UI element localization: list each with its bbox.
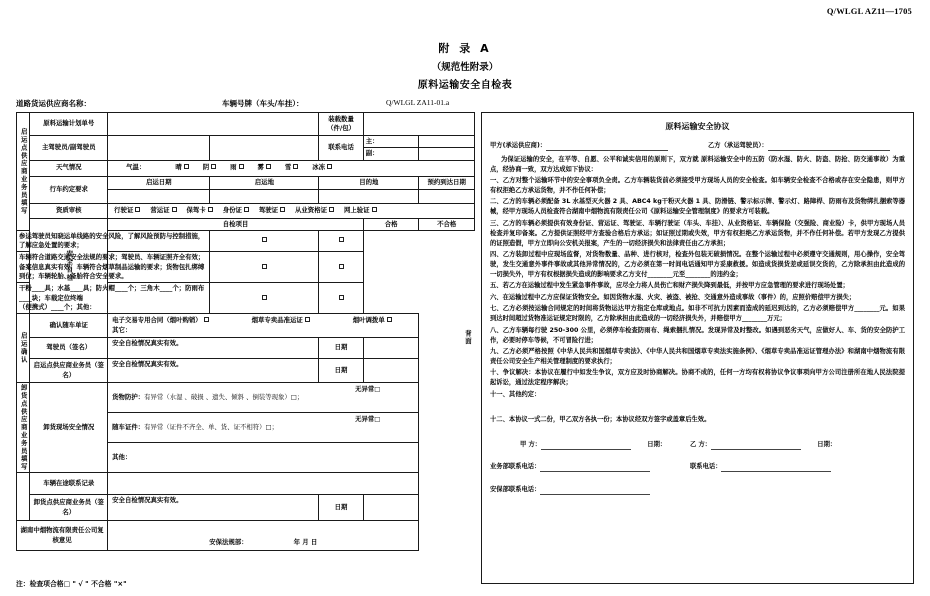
contact-phone-field[interactable] — [690, 462, 831, 472]
checkbox-item3-pass[interactable] — [262, 295, 267, 300]
party-b-sign-label: 乙 方： — [690, 441, 712, 449]
plan-no-value[interactable] — [108, 113, 319, 136]
agreement-preamble: 为保证运输的安全，在平等、自愿、公平和诚实信用的原则下，双方就 原料运输安全中的五防（防水湿、防火、防盗、防抢、防交通事故）为重点，经协商一致，双方达成如下协议： — [490, 155, 905, 173]
qual-vehicle-license[interactable]: 行驶证 — [114, 206, 141, 214]
agreement-phone-row — [490, 462, 905, 475]
origin-agent-date-value[interactable] — [363, 359, 419, 383]
check-item-2: 车辆符合道路交通安全法规的要求；驾驶员、车辆证照齐全有效；备案信息真实有效；车辆符合烟草制品运输的要求；货物包扎绑缚到位；车辆轮胎、备胎符合安全要求。 — [17, 252, 210, 283]
party-a-sign-input[interactable] — [541, 443, 631, 450]
self-check-header: 自检项目 — [108, 218, 364, 230]
agreement-title: 原料运输安全协议 — [665, 122, 730, 131]
table-row — [17, 176, 475, 189]
vehicle-docs-label: 随车证件： — [112, 422, 145, 431]
table-row — [17, 218, 475, 230]
checkbox-ice[interactable] — [327, 164, 332, 169]
origin-agent-statement: 安全自检情况真实有效。 — [108, 359, 319, 383]
qualification-label: 资质审核 — [30, 203, 108, 218]
unload-agent-date-value[interactable] — [363, 495, 419, 521]
agreement-clause-11: 十一、其他约定： — [490, 390, 541, 398]
standard-number: Q/WLGL AZ11—1705 — [826, 6, 912, 16]
weather-ice[interactable]: 冰冻 — [312, 163, 333, 171]
agreement-clause-10: 十、争议解决：本协议在履行中如发生争议，双方应及时协商解决。协商不成的，任何一方均有权将协议争议事项向甲方公司注册所在地人民法院提起诉讼，通过法定程序解决； — [490, 369, 905, 387]
doc-other-label: 其它： — [112, 325, 132, 334]
checkbox-vehicle-license[interactable] — [135, 207, 140, 212]
pass-header: 合格 — [363, 218, 419, 230]
plan-no-label: 原料运输计划单号 — [30, 113, 108, 136]
qual-professional-cert[interactable]: 从业资格证 — [295, 206, 335, 214]
depart-place-header: 启运地 — [210, 176, 319, 189]
party-b-sign-input[interactable] — [711, 443, 801, 450]
vertical-label-safety-self-check: 安全自检 — [30, 218, 108, 314]
unload-other-label[interactable]: 其他： — [108, 443, 419, 473]
business-dept-phone-label: 业务部联系电话： — [490, 463, 541, 471]
item3-fail[interactable] — [319, 283, 363, 314]
review-ymd: 年 月 日 — [293, 537, 318, 546]
load-qty-label: 装载数量（件/包） — [319, 113, 363, 136]
table-row — [17, 495, 475, 521]
driver-sign-label: 驾驶员（签名） — [30, 338, 108, 359]
destination-header: 目的地 — [319, 176, 419, 189]
vehicle-docs-text[interactable]: 有异常（证件不齐全、单、货、证不相符）□； — [144, 422, 278, 431]
form-number: Q/WLGL ZA11-01.a — [386, 98, 450, 107]
check-item-1: 参运驾驶员知晓运单线路的安全风险，了解风险预防与控制措施，了解应急处置的要求； — [17, 230, 210, 252]
contact-phone-label: 联系电话 — [319, 136, 363, 161]
title-block — [0, 40, 930, 91]
agreement-clause-5: 五、若乙方在运输过程中发生紧急事件事故，应尽全力将人员伤亡和财产损失降到最低，并按甲方应急管理的要求进行现场处置； — [490, 282, 849, 290]
cargo-no-abnormal[interactable]: 无异常□ — [355, 385, 381, 394]
table-row — [17, 359, 475, 383]
party-a-signature[interactable] — [520, 440, 666, 450]
table-row — [17, 314, 475, 338]
checkbox-snow[interactable] — [293, 164, 298, 169]
vertical-label-unload-filler: 卸货点供应商业务员填写 — [17, 383, 30, 473]
party-b-date-label: 日期： — [817, 441, 837, 449]
driver-date-value[interactable] — [363, 338, 419, 359]
item2-fail[interactable] — [319, 252, 363, 283]
contact-sub-value[interactable] — [419, 148, 475, 160]
table-row — [17, 136, 475, 148]
main-driver-value[interactable] — [108, 136, 210, 161]
driver-date-label: 日期 — [319, 338, 363, 359]
table-row — [17, 160, 475, 176]
load-qty-value[interactable] — [363, 113, 474, 136]
checkbox-driver-license[interactable] — [280, 207, 285, 212]
origin-agent-date-label: 日期 — [319, 359, 363, 383]
contact-phone-label: 联系电话： — [690, 463, 722, 471]
depart-date-value[interactable] — [108, 189, 210, 203]
checkbox-item2-pass[interactable] — [262, 264, 267, 269]
checkbox-doc-dispatch[interactable] — [387, 317, 392, 322]
vehicle-plate-label: 车辆号牌（车头/车挂）： — [222, 99, 304, 108]
supplier-name-label: 道路货运供应商名称： — [16, 99, 91, 108]
agreement-parties — [490, 141, 905, 152]
safety-self-check-form — [16, 112, 475, 551]
party-a-date-label: 日期： — [647, 441, 667, 449]
security-dept-phone[interactable] — [490, 485, 905, 495]
party-a-sign-label: 甲 方： — [520, 441, 542, 449]
weather-rain[interactable]: 雨 — [230, 163, 244, 171]
form-note: 注：检查项合格□ " √ " 不合格 "×" — [16, 580, 127, 588]
title-main: 原料运输安全自检表 — [417, 80, 513, 91]
checkbox-rain[interactable] — [239, 164, 244, 169]
check-item-3-line1: 干粉____具；水基____具；防火帽____个；三角木____个；防雨布____块；车载定位终端 — [19, 284, 205, 302]
other-terms-blank[interactable] — [490, 401, 905, 415]
party-b-label: 乙方（承运驾驶员）： — [708, 141, 768, 149]
page-title: 附 录 A — [438, 42, 492, 55]
qual-online-verify[interactable]: 网上验证 — [344, 206, 378, 214]
table-row — [17, 203, 475, 218]
security-dept-phone-input[interactable] — [540, 488, 650, 495]
agreement-clause-6: 六、在运输过程中乙方应保证货物安全。如因货物水湿、火灾、被盗、被抢、交通意外造成事故（事件）的，应照价赔偿甲方损失； — [490, 293, 856, 301]
qual-id-card[interactable]: 身份证 — [223, 206, 250, 214]
confirm-docs-options[interactable] — [108, 314, 419, 338]
party-b-signature[interactable] — [690, 440, 836, 450]
vertical-label-unload-filler-2 — [17, 473, 30, 521]
doc-options-line[interactable] — [112, 316, 416, 325]
cargo-protect-label: 货物防护： — [112, 392, 145, 401]
table-row — [17, 230, 475, 252]
checkbox-fog[interactable] — [266, 164, 271, 169]
doc-contract[interactable]: 电子交易专用合同（烟叶购销） — [112, 316, 209, 324]
co-driver-value[interactable] — [210, 136, 319, 161]
cargo-protection-row[interactable] — [108, 383, 419, 413]
depart-place-value[interactable] — [210, 189, 319, 203]
agreement-clause-12: 十二、本协议一式二份，甲乙双方各执一份；本协议经双方签字或盖章后生效。 — [490, 416, 711, 424]
unload-agent-statement: 安全自检情况真实有效。 — [108, 495, 319, 521]
table-row — [17, 338, 475, 359]
temperature-label: 气温： — [126, 163, 146, 172]
weather-options[interactable] — [108, 160, 475, 176]
confirm-docs-label: 确认随车单证 — [30, 314, 108, 338]
doc-dispatch[interactable]: 烟叶调拨单 — [353, 316, 393, 324]
agreement-clause-4: 四、乙方装卸过程中应现场监督，对货物数量、品种、进行核对，检查外包装无破损情况。在整个运输过程中必须遵守交通规则，用心操作，安全驾驶，发生交通意外事件事故或其他异常情况的，乙方必须在第一时间电话通知甲方妥康救援。如造成货损货差或延误交货的，乙方除承担由此造成的一切损失外，甲方有权根据损失造成的影响要求乙方支付________元至________的违约金； — [490, 251, 905, 278]
agreement-clause-3: 三、乙方的车辆必须提供有效身份证、营运证、驾驶证、车辆行驶证（车头、车挂）、从业资格证、车辆保险（交强险、商业险）卡，供甲方现场人员检查并复印备案。乙方提供证照经甲方查验合格后方承运；如证照过期或失效，甲方有权拒绝乙方承运货物，并不作任何补偿。若甲方发现乙方提供的证照造假，甲方立即向公安机关报案，产生的一切经济损失和法律责任由乙方承担； — [490, 219, 905, 247]
party-b-input[interactable] — [768, 144, 890, 151]
party-a-label: 甲方(承运供应商)： — [490, 141, 547, 149]
checkbox-escort-card[interactable] — [208, 207, 213, 212]
item2-pass[interactable] — [210, 252, 319, 283]
transit-record-value[interactable] — [108, 473, 419, 495]
security-dept-phone-label: 安保部联系电话： — [490, 486, 541, 494]
vehicle-docs-row[interactable] — [108, 413, 419, 443]
unload-agent-sign-label: 卸货点供应商业务员（签名） — [30, 495, 108, 521]
backside-marker: 背面 — [464, 330, 472, 345]
agreement-clause-1: 一、乙方对整个运输环节中的安全事项负全责。乙方车辆装货前必须接受甲方现场人员的安全检查。如车辆安全检查不合格或存在安全隐患，则甲方有权拒绝乙方承运货物，并不作任何补偿； — [490, 177, 905, 194]
agreement-clause-9: 九、乙方必须严格按照《中华人民共和国烟草专卖法》、《中华人民共和国烟草专卖法实施条例》、《烟草专卖品准运证管理办法》和湖南中烟物流有限责任公司安全生产相关管理制度的要求执行； — [490, 348, 905, 365]
check-item-3-line2: （便携式）____个；其他： — [19, 302, 96, 311]
checkbox-operation-permit[interactable] — [172, 207, 177, 212]
weather-snow[interactable]: 雪 — [285, 163, 299, 171]
checkbox-item1-fail[interactable] — [339, 237, 344, 242]
table-row — [17, 383, 475, 413]
party-a-field[interactable] — [490, 141, 668, 151]
title-subtitle: （规范性附录） — [431, 62, 499, 73]
item1-fail[interactable] — [319, 230, 363, 252]
contact-sub-label: 副： — [363, 148, 419, 160]
checkbox-id-card[interactable] — [244, 207, 249, 212]
agreement-clause-8: 八、乙方车辆每行驶 250-300 公里，必须停车检查防雨布、绳索捆扎情况。发现异常及时整改。如遇到恶劣天气，应做好人、车、货的安全防护工作，必要时停车等候，不可冒险行进； — [490, 326, 905, 344]
table-row — [17, 473, 475, 495]
business-dept-phone-input[interactable] — [540, 465, 650, 472]
qual-escort-card[interactable]: 保驾卡 — [187, 206, 214, 214]
checkbox-doc-permit[interactable] — [305, 317, 310, 322]
eta-date-value[interactable] — [419, 189, 475, 203]
safety-agreement-panel — [481, 112, 914, 584]
driver-self-check-statement: 安全自检情况真实有效。 — [108, 338, 319, 359]
checkbox-item3-fail[interactable] — [339, 295, 344, 300]
checkbox-sunny[interactable] — [184, 164, 189, 169]
qual-operation-permit[interactable]: 营运证 — [150, 206, 177, 214]
table-row — [17, 252, 475, 283]
weather-cloudy[interactable]: 阴 — [203, 163, 217, 171]
item3-pass[interactable] — [210, 283, 319, 314]
business-dept-phone[interactable] — [490, 462, 650, 472]
qual-driver-license[interactable]: 驾驶证 — [259, 206, 286, 214]
weather-sunny[interactable]: 晴 — [175, 163, 189, 171]
agreement-signature-row — [490, 440, 905, 454]
checkbox-item2-fail[interactable] — [339, 264, 344, 269]
table-row — [17, 521, 475, 551]
security-dept-label: 安保法规部： — [209, 537, 248, 546]
vertical-label-origin-confirm: 启运确认 — [17, 314, 30, 383]
item1-pass[interactable] — [210, 230, 319, 252]
contact-phone-input[interactable] — [721, 465, 831, 472]
contact-main-value[interactable] — [419, 136, 475, 148]
checkbox-cloudy[interactable] — [211, 164, 216, 169]
table-row — [17, 113, 475, 136]
party-b-field[interactable] — [708, 141, 890, 151]
destination-value[interactable] — [319, 189, 419, 203]
vertical-label-origin-filler: 启运点供应商业务员填写 — [17, 113, 30, 231]
check-item-3 — [17, 283, 210, 314]
transit-record-label: 车辆在途联系记录 — [30, 473, 108, 495]
cargo-protect-text[interactable]: 有异常（水湿 、破损 、遗失、倾斜 、倒装等现象）□； — [144, 392, 304, 401]
trip-requirements-label: 行车约定要求 — [30, 176, 108, 203]
checkbox-doc-contract[interactable] — [204, 317, 209, 322]
origin-agent-sign-label: 启运点供应商业务员（签名） — [30, 359, 108, 383]
agreement-clause-7: 七、乙方必须按运输合同规定的时间将货物运达甲方指定仓库或地点。如非不可抗力因素而造成的延迟到达的，乙方必须赔偿甲方________元。如果到达时间超过货物准运证规定时限的，乙方除承担由此造成的一切经济损失外，并赔偿甲方________万元； — [490, 305, 905, 323]
doc-permit[interactable]: 烟草专卖品准运证 — [252, 316, 311, 324]
weather-label: 天气情况 — [30, 160, 108, 176]
unload-agent-date-label: 日期 — [319, 495, 363, 521]
fail-header: 不合格 — [419, 218, 475, 230]
checkbox-professional-cert[interactable] — [329, 207, 334, 212]
drivers-label: 主驾驶员/副驾驶员 — [30, 136, 108, 161]
weather-fog[interactable]: 雾 — [258, 163, 272, 171]
checkbox-item1-pass[interactable] — [262, 237, 267, 242]
table-row — [17, 283, 475, 314]
party-a-input[interactable] — [546, 144, 668, 151]
qualification-options[interactable] — [108, 203, 475, 218]
eta-date-header: 预约到达日期 — [419, 176, 475, 189]
contact-main-label: 主： — [363, 136, 419, 148]
company-review-value[interactable] — [108, 521, 419, 551]
agreement-clause-2: 二、乙方的车辆必须配备 3L 水基型灭火器 2 具、ABC4 kg干粉灭火器 1 具、防滑链、警示标示牌、警示灯、路障桿、防雨布及货物绑扎捆索等器械，经甲方现场人员检查符合湖南中烟物流有限责任公司《原料运输安全管理制度》的要求方可装载。 — [490, 198, 905, 216]
company-review-label: 湖南中烟物流有限责任公司复核意见 — [17, 521, 108, 551]
unload-site-safety-label: 卸货现场安全情况 — [30, 383, 108, 473]
docs-no-abnormal[interactable]: 无异常□ — [355, 415, 381, 424]
checkbox-online-verify[interactable] — [372, 207, 377, 212]
top-info-line — [16, 98, 476, 110]
depart-date-header: 启运日期 — [108, 176, 210, 189]
